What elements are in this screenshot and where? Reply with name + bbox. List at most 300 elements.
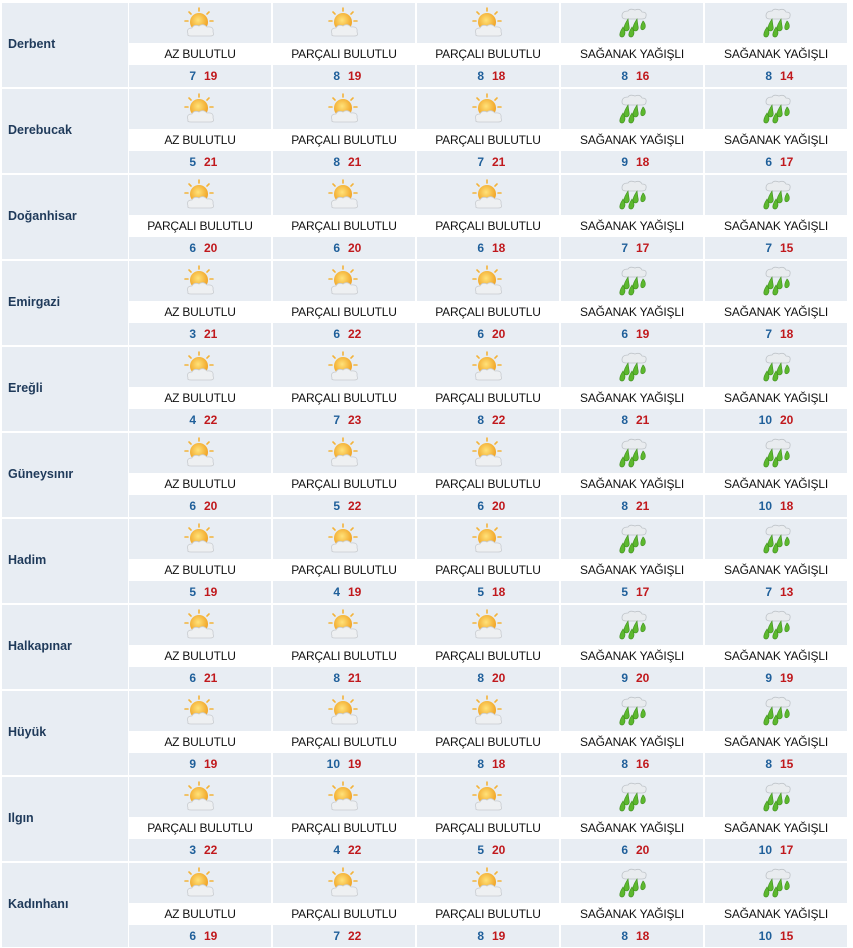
condition-label: PARÇALI BULUTLU: [417, 645, 559, 667]
low-temperature: 9: [765, 671, 772, 685]
temperature-range: [273, 753, 415, 775]
temperature-range: [705, 667, 847, 689]
temperature-range: [561, 839, 703, 861]
forecast-day-cell: [561, 261, 703, 345]
city-cell: [2, 3, 128, 88]
high-temperature: 20: [636, 671, 650, 685]
temperature-range: [129, 753, 271, 775]
low-temperature: 10: [326, 757, 340, 771]
condition-label: PARÇALI BULUTLU: [129, 215, 271, 237]
high-temperature: 22: [348, 499, 362, 513]
condition-label: PARÇALI BULUTLU: [273, 215, 415, 237]
weather-icon-cell: [273, 863, 415, 903]
city-row: [2, 691, 851, 775]
high-temperature: 19: [636, 327, 650, 341]
forecast-day-cell: [705, 433, 847, 517]
temperature-range: [129, 839, 271, 861]
condition-label: SAĞANAK YAĞIŞLI: [561, 129, 703, 151]
forecast-day-cell: [273, 863, 415, 947]
forecast-day-cell: [705, 519, 847, 603]
temperature-range: [705, 237, 847, 259]
low-temperature: 6: [477, 241, 484, 255]
low-temperature: 8: [621, 69, 628, 83]
temperature-range: [705, 151, 847, 173]
temperature-range: [417, 409, 559, 431]
condition-label: PARÇALI BULUTLU: [273, 817, 415, 839]
condition-label: SAĞANAK YAĞIŞLI: [561, 731, 703, 753]
high-temperature: 22: [348, 327, 362, 341]
high-temperature: 20: [204, 241, 218, 255]
forecast-day-cell: [417, 89, 559, 173]
low-temperature: 5: [477, 843, 484, 857]
condition-label: PARÇALI BULUTLU: [273, 903, 415, 925]
temperature-range: [561, 65, 703, 87]
low-temperature: 6: [333, 241, 340, 255]
condition-label: SAĞANAK YAĞIŞLI: [705, 43, 847, 65]
weather-icon-cell: [561, 347, 703, 387]
weather-icon-cell: [417, 863, 559, 903]
high-temperature: 19: [780, 671, 794, 685]
low-temperature: 7: [333, 413, 340, 427]
weather-icon-cell: [705, 433, 847, 473]
temperature-range: [129, 409, 271, 431]
forecast-day-cell: [417, 691, 559, 775]
city-name[interactable]: Güneysınır: [8, 467, 74, 481]
forecast-day-cell: [129, 347, 271, 431]
weather-icon-cell: [273, 605, 415, 645]
condition-label: AZ BULUTLU: [129, 559, 271, 581]
temperature-range: [417, 839, 559, 861]
low-temperature: 8: [477, 69, 484, 83]
condition-label: PARÇALI BULUTLU: [417, 215, 559, 237]
condition-label: PARÇALI BULUTLU: [417, 731, 559, 753]
high-temperature: 22: [204, 413, 218, 427]
temperature-range: [561, 925, 703, 947]
forecast-day-cell: [273, 777, 415, 861]
low-temperature: 6: [621, 843, 628, 857]
low-temperature: 9: [621, 671, 628, 685]
temperature-range: [561, 409, 703, 431]
high-temperature: 21: [204, 671, 218, 685]
weather-icon-cell: [129, 347, 271, 387]
temperature-range: [129, 237, 271, 259]
high-temperature: 20: [492, 499, 506, 513]
forecast-day-cell: [273, 261, 415, 345]
high-temperature: 18: [636, 155, 650, 169]
city-row: [2, 3, 851, 87]
condition-label: SAĞANAK YAĞIŞLI: [705, 473, 847, 495]
temperature-range: [129, 667, 271, 689]
low-temperature: 7: [333, 929, 340, 943]
city-cell: [2, 605, 128, 690]
temperature-range: [273, 323, 415, 345]
forecast-day-cell: [417, 175, 559, 259]
low-temperature: 6: [333, 327, 340, 341]
low-temperature: 8: [621, 499, 628, 513]
weather-icon-cell: [129, 175, 271, 215]
temperature-range: [705, 581, 847, 603]
city-cell: [2, 777, 128, 862]
forecast-day-cell: [705, 691, 847, 775]
weather-icon-cell: [417, 519, 559, 559]
condition-label: SAĞANAK YAĞIŞLI: [705, 559, 847, 581]
forecast-day-cell: [705, 261, 847, 345]
high-temperature: 17: [636, 241, 650, 255]
high-temperature: 21: [636, 499, 650, 513]
high-temperature: 20: [348, 241, 362, 255]
weather-icon-cell: [561, 261, 703, 301]
condition-label: SAĞANAK YAĞIŞLI: [705, 645, 847, 667]
condition-label: SAĞANAK YAĞIŞLI: [561, 473, 703, 495]
condition-label: AZ BULUTLU: [129, 473, 271, 495]
high-temperature: 19: [348, 69, 362, 83]
condition-label: PARÇALI BULUTLU: [417, 43, 559, 65]
forecast-day-cell: [417, 261, 559, 345]
temperature-range: [705, 323, 847, 345]
high-temperature: 21: [636, 413, 650, 427]
weather-icon-cell: [561, 3, 703, 43]
low-temperature: 8: [477, 929, 484, 943]
low-temperature: 8: [621, 413, 628, 427]
temperature-range: [129, 925, 271, 947]
temperature-range: [705, 753, 847, 775]
city-name[interactable]: Ilgın: [8, 811, 34, 825]
high-temperature: 21: [348, 671, 362, 685]
forecast-day-cell: [417, 777, 559, 861]
condition-label: PARÇALI BULUTLU: [273, 301, 415, 323]
temperature-range: [129, 323, 271, 345]
city-row: [2, 261, 851, 345]
temperature-range: [705, 839, 847, 861]
high-temperature: 18: [780, 327, 794, 341]
condition-label: AZ BULUTLU: [129, 731, 271, 753]
low-temperature: 5: [621, 585, 628, 599]
temperature-range: [417, 925, 559, 947]
low-temperature: 7: [765, 327, 772, 341]
forecast-day-cell: [273, 691, 415, 775]
city-row: [2, 89, 851, 173]
condition-label: SAĞANAK YAĞIŞLI: [705, 129, 847, 151]
high-temperature: 20: [492, 671, 506, 685]
temperature-range: [129, 65, 271, 87]
condition-label: SAĞANAK YAĞIŞLI: [705, 215, 847, 237]
city-name[interactable]: Halkapınar: [8, 639, 72, 653]
weather-icon-cell: [561, 777, 703, 817]
condition-label: PARÇALI BULUTLU: [273, 645, 415, 667]
forecast-day-cell: [561, 175, 703, 259]
low-temperature: 6: [189, 929, 196, 943]
weather-icon-cell: [705, 175, 847, 215]
condition-label: PARÇALI BULUTLU: [273, 43, 415, 65]
weather-icon-cell: [705, 3, 847, 43]
low-temperature: 10: [758, 499, 772, 513]
high-temperature: 19: [204, 69, 218, 83]
low-temperature: 6: [765, 155, 772, 169]
weather-icon-cell: [273, 175, 415, 215]
weather-icon-cell: [561, 89, 703, 129]
forecast-day-cell: [273, 519, 415, 603]
weather-icon-cell: [417, 777, 559, 817]
high-temperature: 16: [636, 757, 650, 771]
condition-label: AZ BULUTLU: [129, 645, 271, 667]
forecast-day-cell: [417, 3, 559, 87]
high-temperature: 18: [492, 757, 506, 771]
weather-icon-cell: [273, 89, 415, 129]
high-temperature: 21: [204, 155, 218, 169]
low-temperature: 8: [621, 929, 628, 943]
high-temperature: 21: [204, 327, 218, 341]
low-temperature: 6: [189, 671, 196, 685]
forecast-day-cell: [273, 175, 415, 259]
city-name[interactable]: Emirgazi: [8, 295, 61, 309]
low-temperature: 7: [765, 585, 772, 599]
low-temperature: 4: [189, 413, 196, 427]
high-temperature: 18: [780, 499, 794, 513]
high-temperature: 22: [348, 929, 362, 943]
forecast-day-cell: [705, 3, 847, 87]
city-name[interactable]: Hüyük: [8, 725, 47, 739]
condition-label: PARÇALI BULUTLU: [417, 903, 559, 925]
forecast-day-cell: [561, 3, 703, 87]
weather-icon-cell: [561, 433, 703, 473]
high-temperature: 20: [492, 843, 506, 857]
weather-icon-cell: [417, 3, 559, 43]
low-temperature: 7: [765, 241, 772, 255]
condition-label: SAĞANAK YAĞIŞLI: [561, 301, 703, 323]
high-temperature: 17: [636, 585, 650, 599]
high-temperature: 20: [204, 499, 218, 513]
forecast-day-cell: [273, 433, 415, 517]
condition-label: AZ BULUTLU: [129, 903, 271, 925]
weather-icon-cell: [705, 605, 847, 645]
city-name[interactable]: Doğanhisar: [8, 209, 77, 223]
low-temperature: 6: [189, 241, 196, 255]
forecast-day-cell: [417, 519, 559, 603]
high-temperature: 15: [780, 929, 794, 943]
forecast-day-cell: [705, 89, 847, 173]
temperature-range: [273, 65, 415, 87]
weather-icon-cell: [417, 261, 559, 301]
city-cell: [2, 89, 128, 174]
city-name[interactable]: Derbent: [8, 37, 56, 51]
high-temperature: 19: [348, 585, 362, 599]
low-temperature: 6: [621, 327, 628, 341]
temperature-range: [417, 667, 559, 689]
low-temperature: 10: [758, 413, 772, 427]
condition-label: PARÇALI BULUTLU: [273, 129, 415, 151]
weather-icon-cell: [273, 261, 415, 301]
city-row: [2, 863, 851, 947]
weather-icon-cell: [705, 261, 847, 301]
forecast-day-cell: [417, 863, 559, 947]
city-row: [2, 777, 851, 861]
forecast-day-cell: [273, 347, 415, 431]
weather-icon-cell: [129, 433, 271, 473]
temperature-range: [129, 581, 271, 603]
high-temperature: 13: [780, 585, 794, 599]
weather-icon-cell: [417, 605, 559, 645]
temperature-range: [561, 753, 703, 775]
forecast-day-cell: [129, 777, 271, 861]
condition-label: SAĞANAK YAĞIŞLI: [561, 645, 703, 667]
forecast-day-cell: [129, 3, 271, 87]
weather-icon-cell: [705, 777, 847, 817]
forecast-day-cell: [561, 519, 703, 603]
condition-label: AZ BULUTLU: [129, 129, 271, 151]
high-temperature: 17: [780, 843, 794, 857]
forecast-day-cell: [129, 433, 271, 517]
forecast-day-cell: [273, 605, 415, 689]
weather-icon-cell: [273, 433, 415, 473]
weather-icon-cell: [705, 89, 847, 129]
temperature-range: [129, 151, 271, 173]
temperature-range: [561, 151, 703, 173]
weather-icon-cell: [129, 261, 271, 301]
forecast-day-cell: [705, 605, 847, 689]
low-temperature: 7: [477, 155, 484, 169]
forecast-day-cell: [273, 3, 415, 87]
low-temperature: 8: [765, 757, 772, 771]
temperature-range: [705, 495, 847, 517]
low-temperature: 8: [333, 69, 340, 83]
temperature-range: [273, 409, 415, 431]
high-temperature: 15: [780, 241, 794, 255]
weather-icon-cell: [129, 89, 271, 129]
low-temperature: 8: [477, 757, 484, 771]
condition-label: PARÇALI BULUTLU: [273, 559, 415, 581]
low-temperature: 9: [621, 155, 628, 169]
forecast-day-cell: [705, 175, 847, 259]
condition-label: SAĞANAK YAĞIŞLI: [705, 903, 847, 925]
low-temperature: 7: [621, 241, 628, 255]
high-temperature: 18: [492, 69, 506, 83]
low-temperature: 6: [189, 499, 196, 513]
city-name[interactable]: Kadınhanı: [8, 897, 69, 911]
city-name[interactable]: Derebucak: [8, 123, 72, 137]
weather-icon-cell: [417, 691, 559, 731]
low-temperature: 6: [477, 327, 484, 341]
low-temperature: 5: [189, 585, 196, 599]
temperature-range: [417, 323, 559, 345]
weather-icon-cell: [129, 3, 271, 43]
temperature-range: [417, 65, 559, 87]
temperature-range: [273, 839, 415, 861]
low-temperature: 7: [189, 69, 196, 83]
weather-icon-cell: [705, 691, 847, 731]
condition-label: SAĞANAK YAĞIŞLI: [561, 43, 703, 65]
forecast-day-cell: [561, 691, 703, 775]
high-temperature: 16: [636, 69, 650, 83]
condition-label: AZ BULUTLU: [129, 43, 271, 65]
city-row: [2, 175, 851, 259]
forecast-day-cell: [561, 89, 703, 173]
forecast-day-cell: [417, 347, 559, 431]
condition-label: PARÇALI BULUTLU: [129, 817, 271, 839]
weather-icon-cell: [561, 605, 703, 645]
forecast-day-cell: [417, 433, 559, 517]
high-temperature: 14: [780, 69, 794, 83]
condition-label: SAĞANAK YAĞIŞLI: [561, 387, 703, 409]
condition-label: SAĞANAK YAĞIŞLI: [705, 301, 847, 323]
temperature-range: [705, 65, 847, 87]
forecast-day-cell: [129, 605, 271, 689]
city-row: [2, 347, 851, 431]
low-temperature: 8: [477, 671, 484, 685]
high-temperature: 21: [348, 155, 362, 169]
weather-icon-cell: [417, 433, 559, 473]
low-temperature: 3: [189, 843, 196, 857]
low-temperature: 8: [477, 413, 484, 427]
high-temperature: 19: [348, 757, 362, 771]
condition-label: SAĞANAK YAĞIŞLI: [561, 903, 703, 925]
weather-icon-cell: [417, 347, 559, 387]
condition-label: PARÇALI BULUTLU: [273, 731, 415, 753]
temperature-range: [273, 925, 415, 947]
temperature-range: [273, 667, 415, 689]
low-temperature: 8: [621, 757, 628, 771]
temperature-range: [129, 495, 271, 517]
forecast-day-cell: [129, 863, 271, 947]
high-temperature: 22: [204, 843, 218, 857]
low-temperature: 5: [477, 585, 484, 599]
high-temperature: 20: [492, 327, 506, 341]
condition-label: PARÇALI BULUTLU: [417, 387, 559, 409]
temperature-range: [417, 237, 559, 259]
weather-icon-cell: [561, 175, 703, 215]
forecast-day-cell: [417, 605, 559, 689]
high-temperature: 22: [348, 843, 362, 857]
condition-label: AZ BULUTLU: [129, 387, 271, 409]
forecast-day-cell: [129, 89, 271, 173]
forecast-day-cell: [129, 691, 271, 775]
temperature-range: [561, 667, 703, 689]
weather-icon-cell: [705, 519, 847, 559]
low-temperature: 3: [189, 327, 196, 341]
weather-icon-cell: [417, 175, 559, 215]
high-temperature: 17: [780, 155, 794, 169]
forecast-day-cell: [129, 261, 271, 345]
high-temperature: 20: [780, 413, 794, 427]
high-temperature: 21: [492, 155, 506, 169]
high-temperature: 19: [204, 585, 218, 599]
high-temperature: 18: [636, 929, 650, 943]
low-temperature: 4: [333, 843, 340, 857]
temperature-range: [273, 581, 415, 603]
city-name[interactable]: Hadim: [8, 553, 47, 567]
forecast-day-cell: [129, 519, 271, 603]
low-temperature: 5: [333, 499, 340, 513]
city-name[interactable]: Ereğli: [8, 381, 43, 395]
weather-icon-cell: [273, 777, 415, 817]
temperature-range: [561, 495, 703, 517]
weather-icon-cell: [273, 519, 415, 559]
low-temperature: 8: [333, 155, 340, 169]
low-temperature: 8: [765, 69, 772, 83]
high-temperature: 19: [204, 929, 218, 943]
low-temperature: 8: [333, 671, 340, 685]
weather-icon-cell: [561, 519, 703, 559]
high-temperature: 18: [492, 241, 506, 255]
temperature-range: [561, 323, 703, 345]
temperature-range: [417, 495, 559, 517]
weather-icon-cell: [129, 519, 271, 559]
temperature-range: [273, 151, 415, 173]
condition-label: SAĞANAK YAĞIŞLI: [561, 215, 703, 237]
weather-icon-cell: [561, 863, 703, 903]
weather-icon-cell: [273, 691, 415, 731]
forecast-day-cell: [561, 863, 703, 947]
weather-icon-cell: [705, 863, 847, 903]
